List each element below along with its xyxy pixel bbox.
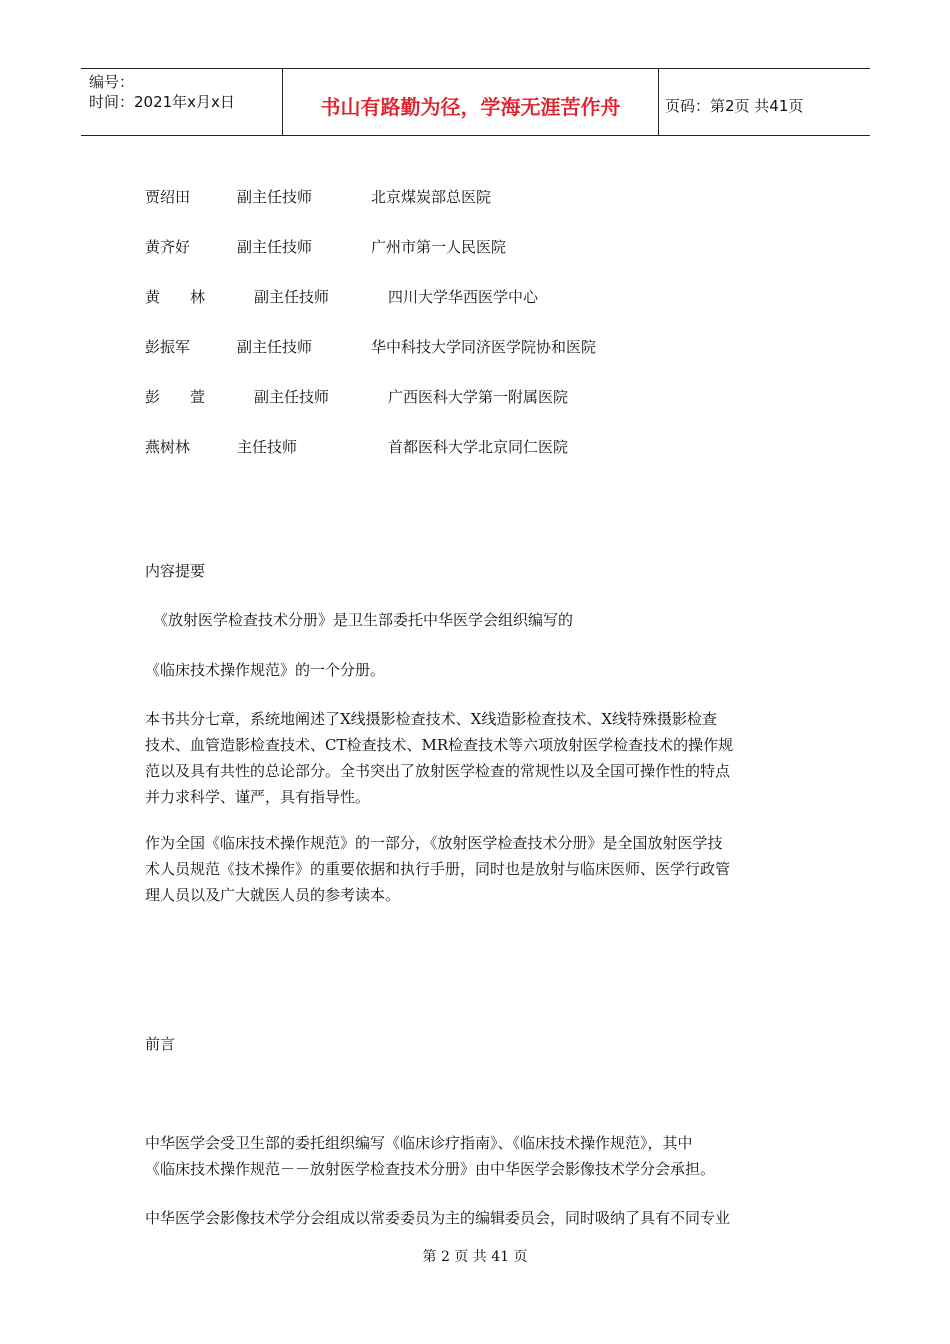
time-label: 时间：2021年x月x日 xyxy=(89,93,235,111)
staff-org: 四川大学华西医学中心 xyxy=(388,288,539,306)
staff-org: 广州市第一人民医院 xyxy=(371,238,507,256)
staff-name: 黄齐好 xyxy=(145,238,191,256)
staff-title: 副主任技师 xyxy=(254,388,330,406)
paragraph-line: 《临床技术操作规范－－放射医学检查技术分册》由中华医学会影像技术学分会承担。 xyxy=(145,1160,716,1178)
paragraph-line: 本书共分七章，系统地阐述了X线摄影检查技术、X线造影检查技术、X线特殊摄影检查 xyxy=(145,710,718,728)
staff-org: 首都医科大学北京同仁医院 xyxy=(388,438,569,456)
staff-name: 贾绍田 xyxy=(145,188,191,206)
staff-title: 副主任技师 xyxy=(237,188,313,206)
summary-line: 《临床技术操作规范》的一个分册。 xyxy=(145,661,386,679)
page-header xyxy=(81,68,870,136)
staff-name: 彭振军 xyxy=(145,338,191,356)
paragraph-line: 理人员以及广大就医人员的参考读本。 xyxy=(145,886,401,904)
header-page-info: 页码：第2页 共41页 xyxy=(665,96,804,115)
page-footer: 第 2 页 共 41 页 xyxy=(422,1249,528,1265)
paragraph-line: 中华医学会影像技术学分会组成以常委委员为主的编辑委员会，同时吸纳了具有不同专业 xyxy=(145,1209,731,1227)
paragraph-line: 并力求科学、谨严，具有指导性。 xyxy=(145,788,371,806)
preface-paragraph xyxy=(145,1130,810,1182)
staff-name: 燕树林 xyxy=(145,438,191,456)
header-divider xyxy=(658,69,659,135)
paragraph-line: 范以及具有共性的总论部分。全书突出了放射医学检查的常规性以及全国可操作性的特点 xyxy=(145,762,731,780)
paragraph-line: 技术、血管造影检查技术、CT检查技术、MR检查技术等六项放射医学检查技术的操作规 xyxy=(145,736,734,754)
staff-title: 副主任技师 xyxy=(237,238,313,256)
paragraph-line: 作为全国《临床技术操作规范》的一部分，《放射医学检查技术分册》是全国放射医学技 xyxy=(145,834,723,852)
staff-title: 副主任技师 xyxy=(237,338,313,356)
paragraph-line: 术人员规范《技术操作》的重要依据和执行手册，同时也是放射与临床医师、医学行政管 xyxy=(145,860,731,878)
preface-heading: 前言 xyxy=(145,1035,176,1053)
header-motto: 书山有路勤为径，学海无涯苦作舟 xyxy=(320,94,621,119)
summary-heading: 内容提要 xyxy=(145,562,206,580)
summary-paragraph xyxy=(145,706,810,810)
summary-line: 《放射医学检查技术分册》是卫生部委托中华医学会组织编写的 xyxy=(153,611,574,629)
staff-title: 副主任技师 xyxy=(254,288,330,306)
staff-org: 华中科技大学同济医学院协和医院 xyxy=(371,338,597,356)
staff-org: 广西医科大学第一附属医院 xyxy=(388,388,569,406)
staff-name: 黄 林 xyxy=(145,288,206,306)
staff-title: 主任技师 xyxy=(237,438,298,456)
summary-paragraph xyxy=(145,830,810,908)
staff-org: 北京煤炭部总医院 xyxy=(371,188,492,206)
staff-name: 彭 萱 xyxy=(145,388,206,406)
preface-paragraph xyxy=(145,1205,810,1231)
paragraph-line: 中华医学会受卫生部的委托组织编写《临床诊疗指南》、《临床技术操作规范》，其中 xyxy=(145,1134,693,1152)
header-meta xyxy=(81,69,282,135)
code-label: 编号： xyxy=(89,73,135,91)
